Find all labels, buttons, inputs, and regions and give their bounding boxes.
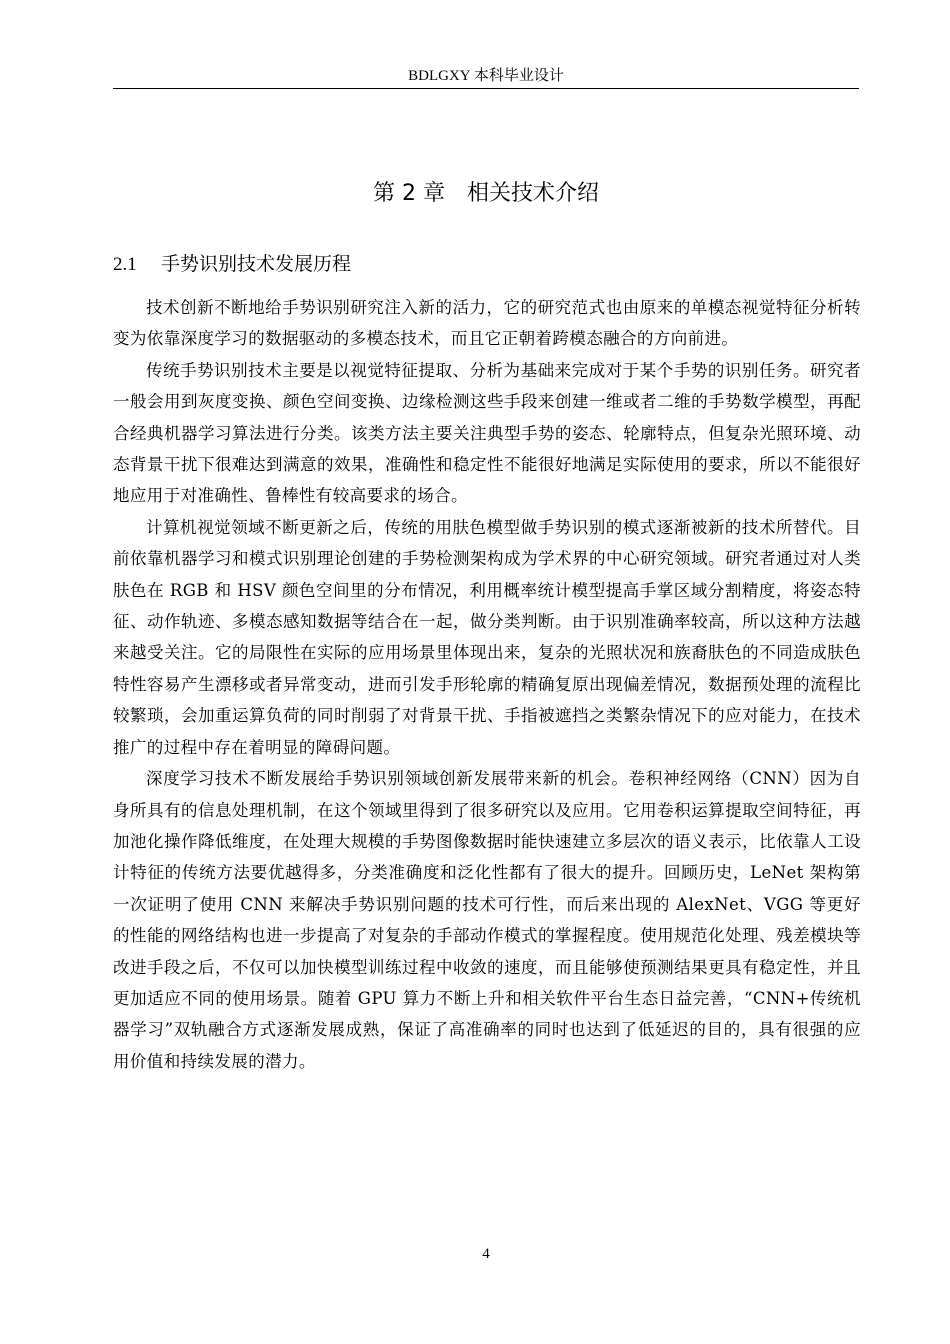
section-heading [113,249,859,280]
paragraph: 技术创新不断地给手势识别研究注入新的活力，它的研究范式也由原来的单模态视觉特征分析转变为依靠深度学习的数据驱动的多模态技术，而且它正朝着跨模态融合的方向前进。 [113,298,861,349]
running-header: BDLGXY 本科毕业设计 [408,68,564,84]
section-title: 手势识别技术发展历程 [161,253,352,275]
paragraph: 计算机视觉领域不断更新之后，传统的用肤色模型做手势识别的模式逐渐被新的技术所替代。目前依靠机器学习和模式识别理论创建的手势检测架构成为学术界的中心研究领域。研究者通过对人类肤色在 RGB 和 HSV 颜色空间里的分布情况，利用概率统计模型提高手掌区域分割精度，将姿态特征、动作轨迹、多模态感知数据等结合在一起，做分类判断。由于识别准确率较高，所以这种方法越来越受关注。它的局限性在实际的应用场景里体现出来，复杂的光照状况和族裔肤色的不同造成肤色特性容易产生漂移或者异常变动，进而引发手形轮廓的精确复原出现偏差情况，数据预处理的流程比较繁琐，会加重运算负荷的同时削弱了对背景干扰、手指被遮挡之类繁杂情况下的应对能力，在技术推广的过程中存在着明显的障碍问题。 [113,517,861,757]
body-text [113,292,861,1077]
page-number: 4 [482,1246,490,1262]
paragraph: 深度学习技术不断发展给手势识别领域创新发展带来新的机会。卷积神经网络（CNN）因为自身所具有的信息处理机制，在这个领域里得到了很多研究以及应用。它用卷积运算提取空间特征，再加池化操作降低维度，在处理大规模的手势图像数据时能快速建立多层次的语义表示，比依靠人工设计特征的传统方法要优越得多，分类准确度和泛化性都有了很大的提升。回顾历史，LeNet 架构第一次证明了使用 CNN 来解决手势识别问题的技术可行性，而后来出现的 AlexNet、VGG 等更好的性能的网络结构也进一步提高了对复杂的手部动作模式的掌握程度。使用规范化处理、残差模块等改进手段之后，不仅可以加快模型训练过程中收敛的速度，而且能够使预测结果更具有稳定性，并且更加适应不同的使用场景。随着 GPU 算力不断上升和相关软件平台生态日益完善，“CNN+传统机器学习”双轨融合方式逐渐发展成熟，保证了高准确率的同时也达到了低延迟的目的，具有很强的应用价值和持续发展的潜力。 [113,769,861,1071]
header-rule [113,88,859,89]
section-number: 2.1 [113,254,137,275]
chapter-title [113,178,859,210]
paragraph: 传统手势识别技术主要是以视觉特征提取、分析为基础来完成对于某个手势的识别任务。研究者一般会用到灰度变换、颜色空间变换、边缘检测这些手段来创建一维或者二维的手势数学模型，再配合经典机器学习算法进行分类。该类方法主要关注典型手势的姿态、轮廓特点，但复杂光照环境、动态背景干扰下很难达到满意的效果，准确性和稳定性不能很好地满足实际使用的要求，所以不能很好地应用于对准确性、鲁棒性有较高要求的场合。 [113,360,861,506]
chapter-title-text: 相关技术介绍 [466,181,599,206]
chapter-number: 第 2 章 [373,181,445,206]
